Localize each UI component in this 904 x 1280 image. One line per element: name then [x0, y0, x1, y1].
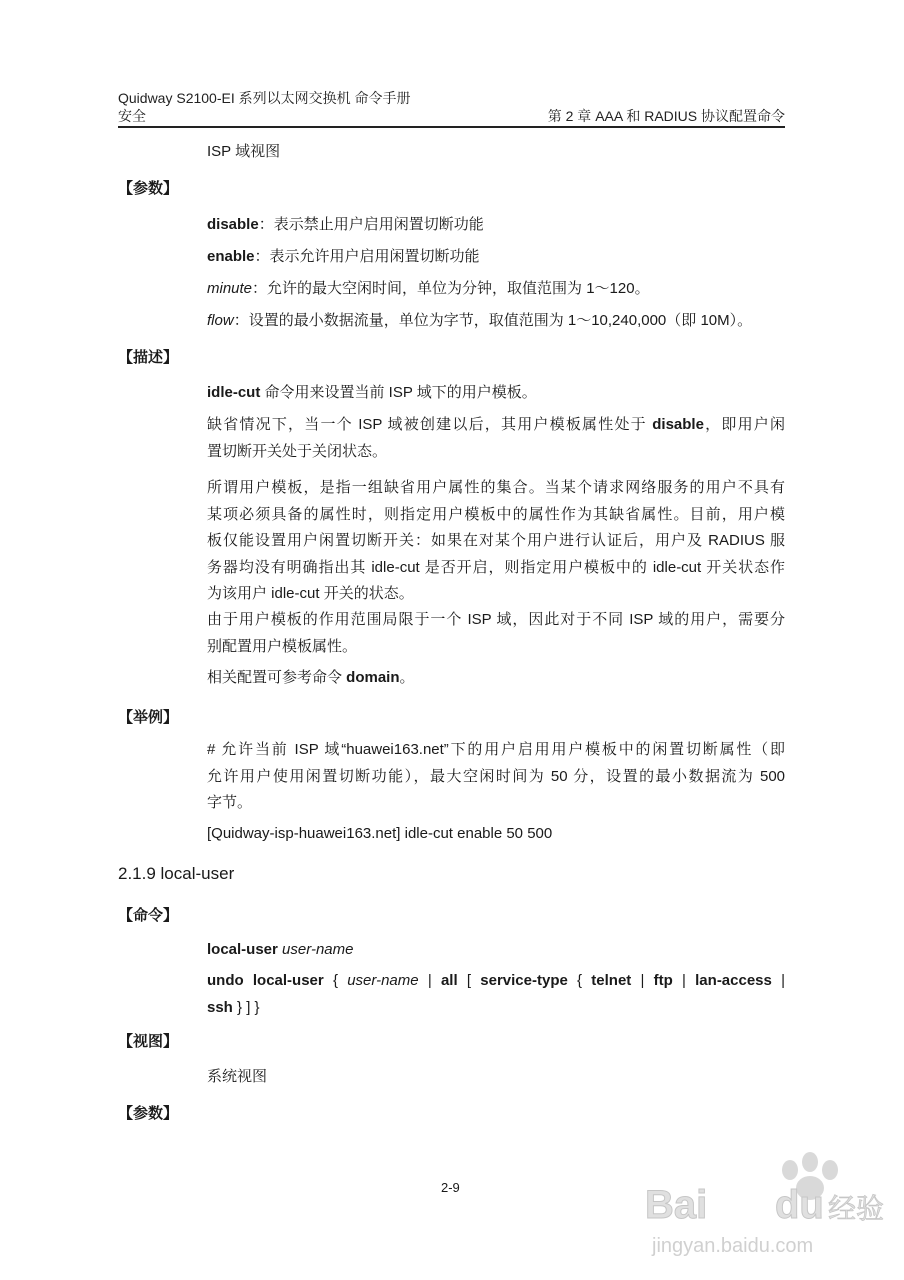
paragraph — [207, 607, 785, 660]
text-run: { — [323, 972, 348, 989]
command-keyword: enable — [207, 248, 255, 265]
text-run: ：设置的最小数据流量，单位为字节，取值范围为 1～10,240,000（即 10M）。 — [233, 312, 753, 329]
section-label: 【描述】 — [118, 349, 179, 366]
text-run: 置切断开关处于关闭状态。 — [207, 442, 388, 460]
chapter-title: 第 2 章 AAA 和 RADIUS 协议配置命令 — [547, 108, 785, 124]
text-line — [207, 412, 785, 439]
text-line — [207, 212, 785, 239]
paragraph — [207, 475, 785, 608]
paragraph — [207, 308, 785, 335]
text-run: 命令用来设置当前 ISP 域下的用户模板。 — [260, 384, 537, 401]
command-keyword: undo local-user — [207, 972, 324, 989]
paragraph — [207, 968, 785, 1021]
command-keyword: lan-access — [695, 972, 772, 989]
text-run: 由于用户模板的作用范围局限于一个 ISP 域，因此对于不同 ISP 域的用户，需要分 — [207, 611, 785, 628]
svg-text:Bai: Bai — [645, 1183, 708, 1227]
text-run: ，即用户闲 — [703, 416, 785, 433]
text-line — [207, 528, 785, 555]
text-run: ：允许的最大空闲时间，单位为分钟，取值范围为 1～120。 — [252, 280, 650, 297]
command-keyword: disable — [652, 416, 704, 433]
text-line — [207, 308, 785, 335]
paragraph — [207, 412, 785, 465]
paragraph — [207, 276, 785, 303]
paragraph — [207, 737, 785, 817]
volume-name: 安全 — [118, 108, 146, 124]
parameter-name: flow — [207, 312, 234, 329]
text-run: 相关配置可参考命令 — [207, 669, 347, 686]
page-number: 2-9 — [441, 1180, 460, 1195]
paragraph — [207, 1064, 785, 1091]
svg-text:经验: 经验 — [828, 1192, 885, 1225]
manual-title: Quidway S2100-EI 系列以太网交换机 命令手册 — [118, 90, 411, 106]
text-line — [207, 790, 785, 817]
text-line — [207, 634, 785, 661]
command-keyword: service-type — [480, 972, 568, 989]
watermark-url: jingyan.baidu.com — [652, 1235, 814, 1257]
baidu-jingyan-watermark — [640, 1140, 890, 1270]
text-line — [207, 502, 785, 529]
header-rule — [118, 126, 785, 128]
text-run: 允许用户使用闲置切断功能），最大空闲时间为 50 分，设置的最小数据流为 500 — [207, 767, 785, 785]
text-run: 某项必须具备的属性时，则指定用户模板中的属性作为其缺省属性。目前，用户模 — [207, 505, 785, 523]
text-run: 为该用户 idle-cut 开关的状态。 — [207, 585, 414, 602]
text-run: ：表示允许用户启用闲置切断功能 — [254, 248, 480, 265]
text-run: 缺省情况下，当一个 ISP 域被创建以后，其用户模板属性处于 — [207, 416, 653, 433]
text-line — [207, 665, 785, 692]
text-run: 。 — [399, 669, 415, 686]
section-label: 【参数】 — [118, 180, 179, 197]
paragraph — [207, 937, 785, 964]
command-keyword: ssh — [207, 998, 233, 1016]
text-run: ISP 域视图 — [207, 143, 281, 160]
text-line — [207, 139, 785, 166]
text-run: } ] } — [232, 998, 260, 1016]
text-run: 务器均没有明确指出其 idle-cut 是否开启，则指定用户模板中的 idle-cut 开关状态作 — [207, 558, 785, 576]
text-run: { — [567, 972, 592, 989]
paragraph — [207, 212, 785, 239]
command-keyword: disable — [207, 216, 259, 233]
text-run: # 允许当前 ISP 域“huawei163.net”下的用户启用用户模板中的闲置切断属性（即 — [207, 741, 785, 758]
section-heading: 2.1.9 local-user — [118, 864, 235, 883]
text-run: ：表示禁止用户启用闲置切断功能 — [258, 216, 484, 233]
text-line — [207, 764, 785, 791]
text-line — [207, 1064, 785, 1091]
text-run: | — [771, 972, 785, 989]
text-line — [207, 276, 785, 303]
text-line — [207, 607, 785, 634]
text-line — [207, 380, 785, 407]
text-line — [207, 475, 785, 502]
text-line — [207, 244, 785, 271]
text-line — [207, 821, 785, 848]
command-keyword: telnet — [591, 972, 632, 989]
paragraph — [207, 380, 785, 407]
command-keyword: local-user — [207, 941, 278, 958]
text-run: [Quidway-isp-huawei163.net] idle-cut enable 50 500 — [207, 825, 553, 842]
text-line — [207, 581, 785, 608]
text-run: 系统视图 — [207, 1068, 268, 1085]
paragraph — [207, 665, 785, 692]
section-label: 【参数】 — [118, 1105, 179, 1122]
parameter-name: user-name — [282, 941, 354, 958]
command-keyword: ftp — [653, 972, 673, 989]
parameter-name: minute — [207, 280, 253, 297]
text-line — [207, 937, 785, 964]
paragraph — [207, 139, 785, 166]
section-label: 【举例】 — [118, 709, 179, 726]
text-line — [207, 995, 785, 1022]
text-run: 字节。 — [207, 794, 253, 811]
section-label: 【视图】 — [118, 1033, 179, 1050]
svg-text:du: du — [775, 1183, 824, 1227]
text-run: 所谓用户模板，是指一组缺省用户属性的集合。当某个请求网络服务的用户不具有 — [207, 479, 785, 496]
text-line — [207, 555, 785, 582]
text-line — [207, 737, 785, 764]
text-run: 别配置用户模板属性。 — [207, 637, 358, 655]
text-line — [207, 968, 785, 995]
paragraph — [207, 821, 785, 848]
command-keyword: idle-cut — [207, 384, 261, 401]
command-keyword: domain — [346, 669, 400, 686]
text-line — [207, 439, 785, 466]
text-run: [ — [457, 972, 481, 989]
parameter-name: user-name — [347, 972, 419, 989]
section-label: 【命令】 — [118, 907, 179, 924]
text-run: | — [672, 972, 696, 989]
text-run: | — [631, 972, 654, 989]
text-run: | — [418, 972, 441, 989]
text-run: 板仅能设置用户闲置切断开关：如果在对某个用户进行认证后，用户及 RADIUS 服 — [207, 532, 785, 549]
command-keyword: all — [440, 972, 458, 989]
paragraph — [207, 244, 785, 271]
